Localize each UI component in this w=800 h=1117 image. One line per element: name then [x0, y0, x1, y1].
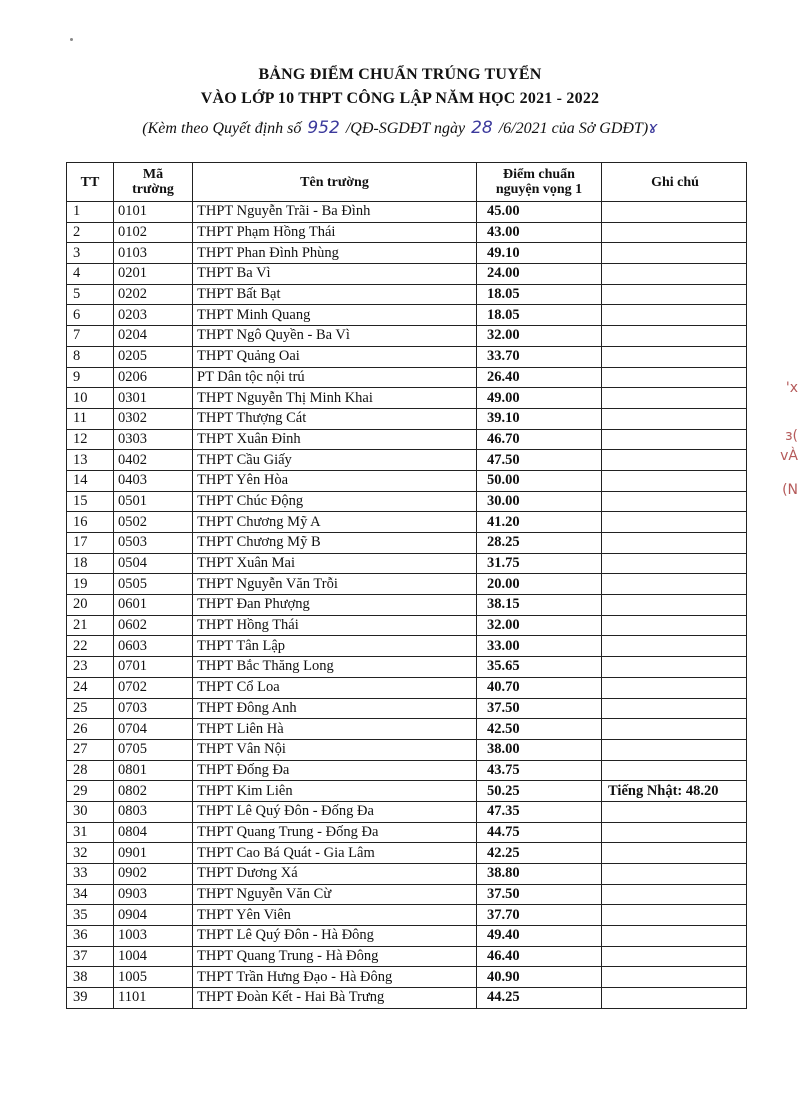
row-school-name: THPT Minh Quang	[193, 305, 477, 326]
table-row	[67, 657, 747, 678]
row-school-code: 0501	[114, 491, 193, 512]
subtitle-prefix: (Kèm theo Quyết định số	[142, 120, 302, 137]
row-school-code: 0102	[114, 222, 193, 243]
row-school-code: 0703	[114, 698, 193, 719]
row-tt: 11	[67, 408, 114, 429]
row-school-code: 0602	[114, 615, 193, 636]
row-score: 47.35	[477, 801, 602, 822]
row-note	[602, 988, 747, 1009]
header-school-code-line1: Mã	[142, 167, 164, 182]
row-note	[602, 864, 747, 885]
scan-speck	[70, 38, 73, 41]
table-row	[67, 284, 747, 305]
row-school-name: THPT Phạm Hồng Thái	[193, 222, 477, 243]
row-school-name: THPT Đoàn Kết - Hai Bà Trưng	[193, 988, 477, 1009]
row-note	[602, 595, 747, 616]
handwritten-decision-day: 28	[471, 118, 493, 138]
row-school-code: 0802	[114, 781, 193, 802]
table-header-row	[67, 163, 747, 202]
table-row	[67, 884, 747, 905]
row-note	[602, 926, 747, 947]
row-school-name: THPT Hồng Thái	[193, 615, 477, 636]
table-row	[67, 760, 747, 781]
row-school-name: THPT Quang Trung - Đống Đa	[193, 822, 477, 843]
table-row	[67, 905, 747, 926]
row-score: 33.00	[477, 636, 602, 657]
row-school-name: THPT Đan Phượng	[193, 595, 477, 616]
header-note: Ghi chú	[602, 163, 747, 202]
handwritten-flourish-mark: ɤ	[648, 118, 658, 137]
row-tt: 30	[67, 801, 114, 822]
row-score: 38.80	[477, 864, 602, 885]
row-tt: 34	[67, 884, 114, 905]
row-school-code: 0505	[114, 574, 193, 595]
row-tt: 37	[67, 946, 114, 967]
row-score: 38.00	[477, 739, 602, 760]
table-row	[67, 926, 747, 947]
row-school-name: THPT Trần Hưng Đạo - Hà Đông	[193, 967, 477, 988]
row-school-code: 0303	[114, 429, 193, 450]
table-row	[67, 739, 747, 760]
table-row	[67, 843, 747, 864]
table-row	[67, 512, 747, 533]
row-school-name: THPT Bất Bạt	[193, 284, 477, 305]
document-title-line2: VÀO LỚP 10 THPT CÔNG LẬP NĂM HỌC 2021 - 2022	[200, 90, 600, 107]
row-school-code: 0704	[114, 719, 193, 740]
row-note	[602, 884, 747, 905]
row-score: 37.70	[477, 905, 602, 926]
row-tt: 18	[67, 553, 114, 574]
row-school-name: THPT Tân Lập	[193, 636, 477, 657]
row-tt: 24	[67, 677, 114, 698]
row-school-name: THPT Bắc Thăng Long	[193, 657, 477, 678]
row-score: 40.70	[477, 677, 602, 698]
row-note	[602, 512, 747, 533]
row-school-code: 0504	[114, 553, 193, 574]
row-school-name: THPT Lê Quý Đôn - Hà Đông	[193, 926, 477, 947]
row-school-name: THPT Phan Đình Phùng	[193, 243, 477, 264]
row-score: 49.40	[477, 926, 602, 947]
row-school-code: 0701	[114, 657, 193, 678]
table-row	[67, 615, 747, 636]
row-score: 18.05	[477, 305, 602, 326]
table-row	[67, 822, 747, 843]
table-row	[67, 388, 747, 409]
table-row	[67, 470, 747, 491]
row-score: 49.10	[477, 243, 602, 264]
row-note	[602, 243, 747, 264]
row-school-name: THPT Yên Viên	[193, 905, 477, 926]
row-note: Tiếng Nhật: 48.20	[602, 781, 747, 802]
row-note	[602, 698, 747, 719]
row-note	[602, 202, 747, 223]
row-school-code: 0702	[114, 677, 193, 698]
row-school-code: 0204	[114, 326, 193, 347]
row-school-code: 0902	[114, 864, 193, 885]
row-tt: 36	[67, 926, 114, 947]
row-note	[602, 822, 747, 843]
row-school-name: THPT Quảng Oai	[193, 346, 477, 367]
row-score: 45.00	[477, 202, 602, 223]
table-row	[67, 491, 747, 512]
row-school-code: 0603	[114, 636, 193, 657]
row-tt: 16	[67, 512, 114, 533]
row-school-name: THPT Chúc Động	[193, 491, 477, 512]
row-school-name: THPT Thượng Cát	[193, 408, 477, 429]
row-note	[602, 615, 747, 636]
admission-scores-table	[66, 162, 747, 1009]
row-note	[602, 408, 747, 429]
row-tt: 29	[67, 781, 114, 802]
table-row	[67, 243, 747, 264]
row-school-code: 0402	[114, 450, 193, 471]
row-school-name: THPT Ngô Quyền - Ba Vì	[193, 326, 477, 347]
row-tt: 19	[67, 574, 114, 595]
row-note	[602, 222, 747, 243]
row-score: 38.15	[477, 595, 602, 616]
row-note	[602, 574, 747, 595]
row-score: 37.50	[477, 884, 602, 905]
row-school-name: THPT Ba Vì	[193, 264, 477, 285]
row-score: 24.00	[477, 264, 602, 285]
row-note	[602, 367, 747, 388]
table-row	[67, 326, 747, 347]
document-title-line1: BẢNG ĐIỂM CHUẨN TRÚNG TUYỂN	[258, 66, 542, 83]
row-note	[602, 967, 747, 988]
table-row	[67, 946, 747, 967]
row-school-code: 0903	[114, 884, 193, 905]
row-note	[602, 450, 747, 471]
table-row	[67, 429, 747, 450]
row-note	[602, 429, 747, 450]
row-school-code: 0302	[114, 408, 193, 429]
row-tt: 8	[67, 346, 114, 367]
row-tt: 27	[67, 739, 114, 760]
row-tt: 15	[67, 491, 114, 512]
table-row	[67, 698, 747, 719]
table-row	[67, 595, 747, 616]
row-score: 33.70	[477, 346, 602, 367]
row-school-code: 0301	[114, 388, 193, 409]
row-tt: 2	[67, 222, 114, 243]
table-row	[67, 988, 747, 1009]
row-tt: 26	[67, 719, 114, 740]
table-row	[67, 636, 747, 657]
handwritten-decision-number: 952	[307, 118, 340, 138]
row-note	[602, 346, 747, 367]
row-note	[602, 739, 747, 760]
row-note	[602, 264, 747, 285]
row-tt: 4	[67, 264, 114, 285]
row-score: 30.00	[477, 491, 602, 512]
document-subtitle	[0, 118, 800, 138]
row-tt: 35	[67, 905, 114, 926]
row-score: 26.40	[477, 367, 602, 388]
row-tt: 3	[67, 243, 114, 264]
row-school-name: THPT Chương Mỹ B	[193, 533, 477, 554]
row-note	[602, 801, 747, 822]
row-note	[602, 533, 747, 554]
row-school-name: THPT Kim Liên	[193, 781, 477, 802]
row-score: 43.75	[477, 760, 602, 781]
row-note	[602, 760, 747, 781]
row-school-code: 0103	[114, 243, 193, 264]
table-row	[67, 305, 747, 326]
row-tt: 38	[67, 967, 114, 988]
row-note	[602, 946, 747, 967]
row-school-name: THPT Cổ Loa	[193, 677, 477, 698]
row-school-code: 0205	[114, 346, 193, 367]
row-score: 32.00	[477, 615, 602, 636]
row-score: 46.40	[477, 946, 602, 967]
row-tt: 22	[67, 636, 114, 657]
row-school-name: THPT Nguyễn Văn Cừ	[193, 884, 477, 905]
row-note	[602, 284, 747, 305]
row-tt: 5	[67, 284, 114, 305]
row-note	[602, 388, 747, 409]
row-note	[602, 843, 747, 864]
row-tt: 31	[67, 822, 114, 843]
row-school-name: THPT Lê Quý Đôn - Đống Đa	[193, 801, 477, 822]
table-row	[67, 202, 747, 223]
row-school-name: THPT Quang Trung - Hà Đông	[193, 946, 477, 967]
row-score: 42.25	[477, 843, 602, 864]
row-school-code: 0803	[114, 801, 193, 822]
row-school-name: THPT Đống Đa	[193, 760, 477, 781]
row-tt: 1	[67, 202, 114, 223]
row-school-code: 1003	[114, 926, 193, 947]
row-score: 50.25	[477, 781, 602, 802]
row-school-name: THPT Dương Xá	[193, 864, 477, 885]
row-tt: 7	[67, 326, 114, 347]
header-score	[477, 163, 602, 202]
row-note	[602, 326, 747, 347]
header-tt: TT	[67, 163, 114, 202]
row-school-code: 0202	[114, 284, 193, 305]
row-tt: 39	[67, 988, 114, 1009]
row-school-code: 0101	[114, 202, 193, 223]
row-score: 18.05	[477, 284, 602, 305]
row-score: 28.25	[477, 533, 602, 554]
subtitle-middle: /QĐ-SGDĐT ngày	[345, 120, 466, 137]
row-school-name: THPT Liên Hà	[193, 719, 477, 740]
table-row	[67, 781, 747, 802]
header-school-code-line2: trường	[132, 182, 174, 197]
row-school-name: THPT Xuân Mai	[193, 553, 477, 574]
row-tt: 21	[67, 615, 114, 636]
row-school-code: 0201	[114, 264, 193, 285]
table-row	[67, 719, 747, 740]
row-tt: 17	[67, 533, 114, 554]
header-school-name: Tên trường	[193, 163, 477, 202]
table-body	[67, 202, 747, 1009]
row-score: 35.65	[477, 657, 602, 678]
row-school-name: THPT Cầu Giấy	[193, 450, 477, 471]
table-row	[67, 264, 747, 285]
table-row	[67, 967, 747, 988]
row-school-name: THPT Vân Nội	[193, 739, 477, 760]
row-tt: 33	[67, 864, 114, 885]
header-score-line2: nguyện vọng 1	[495, 182, 583, 197]
row-school-name: THPT Xuân Đỉnh	[193, 429, 477, 450]
row-tt: 14	[67, 470, 114, 491]
table-row	[67, 346, 747, 367]
row-school-code: 0503	[114, 533, 193, 554]
row-school-name: THPT Chương Mỹ A	[193, 512, 477, 533]
header-school-code	[114, 163, 193, 202]
table-row	[67, 553, 747, 574]
subtitle-suffix: /6/2021 của Sở GDĐT)	[498, 120, 649, 137]
row-school-code: 1004	[114, 946, 193, 967]
row-note	[602, 657, 747, 678]
row-tt: 20	[67, 595, 114, 616]
table-row	[67, 450, 747, 471]
row-school-name: THPT Đông Anh	[193, 698, 477, 719]
row-school-code: 0203	[114, 305, 193, 326]
row-note	[602, 677, 747, 698]
row-school-name: THPT Nguyễn Trãi - Ba Đình	[193, 202, 477, 223]
row-tt: 23	[67, 657, 114, 678]
table-row	[67, 533, 747, 554]
row-school-name: PT Dân tộc nội trú	[193, 367, 477, 388]
row-score: 44.25	[477, 988, 602, 1009]
row-school-code: 0206	[114, 367, 193, 388]
row-school-name: THPT Nguyễn Thị Minh Khai	[193, 388, 477, 409]
table-row	[67, 367, 747, 388]
row-score: 49.00	[477, 388, 602, 409]
row-note	[602, 905, 747, 926]
red-stamp-edge: 'x ɜ( vÀ (N	[780, 380, 798, 498]
row-tt: 6	[67, 305, 114, 326]
row-score: 20.00	[477, 574, 602, 595]
row-school-code: 1005	[114, 967, 193, 988]
row-score: 41.20	[477, 512, 602, 533]
row-note	[602, 719, 747, 740]
row-school-code: 0904	[114, 905, 193, 926]
row-tt: 28	[67, 760, 114, 781]
row-note	[602, 491, 747, 512]
row-score: 43.00	[477, 222, 602, 243]
row-score: 44.75	[477, 822, 602, 843]
row-score: 39.10	[477, 408, 602, 429]
table-row	[67, 574, 747, 595]
row-school-code: 0901	[114, 843, 193, 864]
row-school-code: 0502	[114, 512, 193, 533]
row-score: 37.50	[477, 698, 602, 719]
row-school-code: 0403	[114, 470, 193, 491]
row-score: 47.50	[477, 450, 602, 471]
row-score: 31.75	[477, 553, 602, 574]
row-score: 50.00	[477, 470, 602, 491]
row-score: 46.70	[477, 429, 602, 450]
table-row	[67, 864, 747, 885]
row-tt: 25	[67, 698, 114, 719]
row-score: 32.00	[477, 326, 602, 347]
row-tt: 32	[67, 843, 114, 864]
row-note	[602, 470, 747, 491]
row-tt: 10	[67, 388, 114, 409]
table-row	[67, 801, 747, 822]
row-school-code: 1101	[114, 988, 193, 1009]
row-tt: 13	[67, 450, 114, 471]
row-score: 42.50	[477, 719, 602, 740]
header-score-line1: Điểm chuẩn	[503, 167, 575, 182]
row-score: 40.90	[477, 967, 602, 988]
row-school-code: 0801	[114, 760, 193, 781]
row-note	[602, 305, 747, 326]
row-school-name: THPT Nguyễn Văn Trỗi	[193, 574, 477, 595]
table-row	[67, 222, 747, 243]
row-tt: 9	[67, 367, 114, 388]
table-row	[67, 677, 747, 698]
row-school-code: 0804	[114, 822, 193, 843]
row-school-code: 0601	[114, 595, 193, 616]
row-tt: 12	[67, 429, 114, 450]
table-row	[67, 408, 747, 429]
row-school-name: THPT Yên Hòa	[193, 470, 477, 491]
row-school-name: THPT Cao Bá Quát - Gia Lâm	[193, 843, 477, 864]
row-note	[602, 636, 747, 657]
row-note	[602, 553, 747, 574]
row-school-code: 0705	[114, 739, 193, 760]
